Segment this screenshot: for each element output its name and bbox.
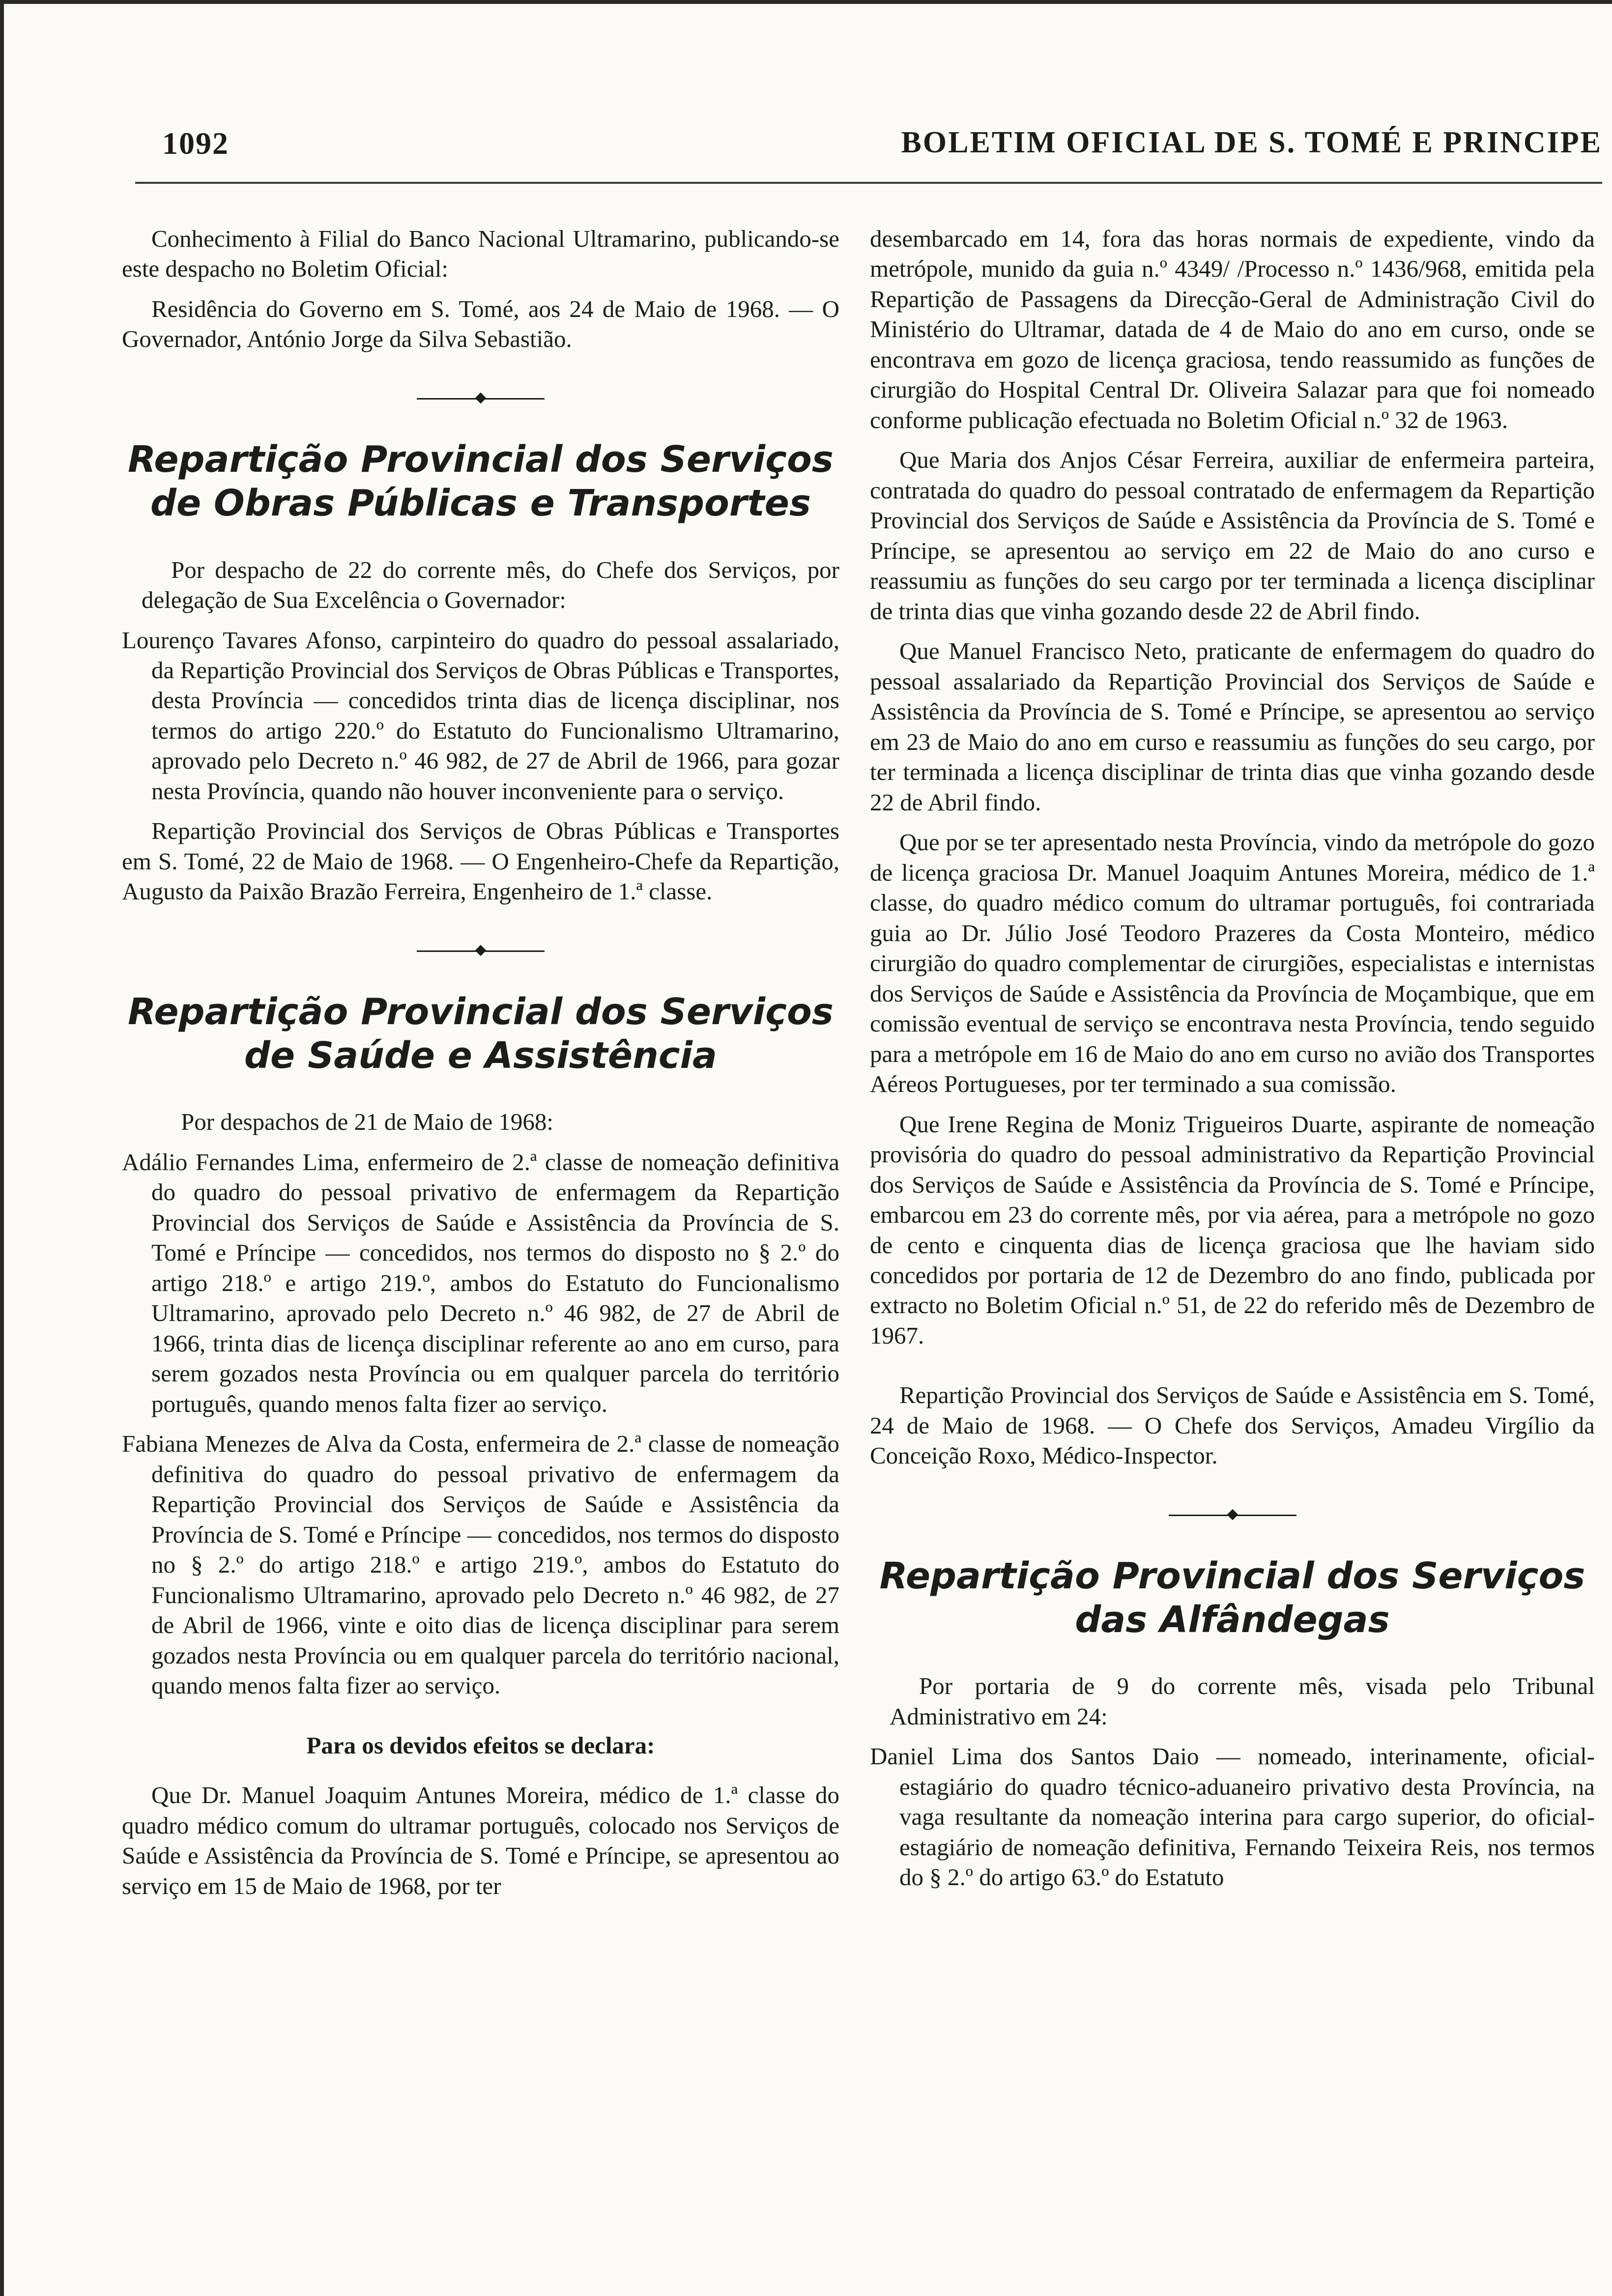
page-left-border: [0, 0, 4, 2296]
section-divider: [122, 389, 839, 408]
paragraph: Adálio Fernandes Lima, enfermeiro de 2.ª classe de nomeação definitiva do quadro do pessoal privativo de enfermagem da Repartição Provincial dos Serviços de Saúde e Assistência da Província de S. Tomé e Príncipe — concedidos, nos termos do disposto no § 2.º do artigo 218.º e artigo 219.º, ambos do Estatuto do Funcionalismo Ultramarino, aprovado pelo Decreto n.º 46 982, de 27 de Abril de 1966, trinta dias de licença disciplinar referente ao ano em curso, para serem gozados nesta Província ou em qualquer parcela do território português, quando menos falta fizer ao serviço.: [122, 1148, 839, 1417]
page-header: [162, 125, 1602, 165]
section-divider: [870, 1505, 1595, 1525]
page-top-border: [0, 0, 1612, 4]
heading-line: de Obras Públicas e Transportes: [150, 482, 811, 524]
section-heading-alfandegas: [870, 1554, 1595, 1642]
section-heading-obras-publicas: [122, 438, 839, 525]
signature-paragraph: Repartição Provincial dos Serviços de Obras Públicas e Transportes em S. Tomé, 22 de Maio de 1968. — O Engenheiro-Chefe da Repartição, Augusto da Paixão Brazão Ferreira, Engenheiro de 1.ª classe.: [122, 817, 839, 905]
section-divider: [122, 941, 839, 961]
paragraph: Fabiana Menezes de Alva da Costa, enfermeira de 2.ª classe de nomeação definitiva do quadro do pessoal privativo de enfermagem da Repartição Provincial dos Serviços de Saúde e Assistência da Província de S. Tomé e Príncipe — concedidos, nos termos do disposto no § 2.º do artigo 218.º e artigo 219.º, ambos do Estatuto do Funcionalismo Ultramarino, aprovado pelo Decreto n.º 46 982, de 27 de Abril de 1966, vinte e oito dias de licença disciplinar para serem gozados nesta Província ou em qualquer parcela do território nacional, quando menos falta fizer ao serviço.: [122, 1430, 839, 1699]
paragraph: Por despacho de 22 do corrente mês, do Chefe dos Serviços, por delegação de Sua Excelência o Governador:: [142, 556, 839, 614]
paragraph: Conhecimento à Filial do Banco Nacional Ultramarino, publicando-se este despacho no Boletim Oficial:: [122, 225, 839, 283]
section-heading-saude: [122, 990, 839, 1078]
paragraph: Por portaria de 9 do corrente mês, visada pelo Tribunal Administrativo em 24:: [890, 1672, 1595, 1730]
header-rule: [135, 182, 1602, 184]
heading-line: Repartição Provincial dos Serviços: [879, 1554, 1585, 1597]
running-title: BOLETIM OFICIAL DE S. TOMÉ E PRINCIPE: [901, 126, 1602, 159]
paragraph: Que Maria dos Anjos César Ferreira, auxiliar de enfermeira parteira, contratada do quadro do pessoal contratado de enfermagem da Repartição Provincial dos Serviços de Saúde e Assistência da Província de S. Tomé e Príncipe, se apresentou ao serviço em 22 de Maio do ano curso e reassumiu as funções do seu cargo por ter terminada a licença disciplinar de trinta dias que vinha gozando desde 22 de Abril findo.: [870, 446, 1595, 625]
paragraph: Que Irene Regina de Moniz Trigueiros Duarte, aspirante de nomeação provisória do quadro do pessoal administrativo da Repartição Provincial dos Serviços de Saúde e Assistência da Província de S. Tomé e Príncipe, embarcou em 23 do corrente mês, por via aérea, para a metrópole no gozo de cento e cinquenta dias de licença graciosa que lhe haviam sido concedidos por portaria de 12 de Dezembro do ano findo, publicada por extracto no Boletim Oficial n.º 51, de 22 do referido mês de Dezembro de 1967.: [870, 1110, 1595, 1349]
paragraph: Daniel Lima dos Santos Daio — nomeado, interinamente, oficial-estagiário do quadro técnico-aduaneiro privativo desta Província, na vaga resultante da nomeação interina para cargo superior, do oficial-estagiário de nomeação definitiva, Fernando Teixeira Reis, nos termos do § 2.º do artigo 63.º do Estatuto: [870, 1743, 1595, 1891]
paragraph: Por despachos de 21 de Maio de 1968:: [181, 1108, 553, 1136]
paragraph: Que por se ter apresentado nesta Província, vindo da metrópole do gozo de licença graciosa Dr. Manuel Joaquim Antunes Moreira, médico de 1.ª classe, do quadro médico comum do ultramar português, foi contrariada guia ao Dr. Júlio José Teodoro Prazeres da Costa Monteiro, médico cirurgião do quadro complementar de cirurgiões, especialistas e internistas dos Serviços de Saúde e Assistência da Província de Moçambique, que em comissão eventual de serviço se encontrava nesta Província, tendo seguido para a metrópole em 16 de Maio do ano em curso no avião dos Transportes Aéreos Portugueses, por ter terminado a sua comissão.: [870, 829, 1595, 1098]
heading-line: Repartição Provincial dos Serviços: [128, 990, 834, 1033]
heading-line: Repartição Provincial dos Serviços: [128, 438, 834, 481]
page-number: 1092: [162, 126, 229, 161]
signature-paragraph: Repartição Provincial dos Serviços de Saúde e Assistência em S. Tomé, 24 de Maio de 1968. — O Chefe dos Serviços, Amadeu Virgílio da Conceição Roxo, Médico-Inspector.: [870, 1381, 1595, 1469]
subheading: Para os devidos efeitos se declara:: [306, 1731, 655, 1759]
paragraph: Residência do Governo em S. Tomé, aos 24 de Maio de 1968. — O Governador, António Jorge da Silva Sebastião.: [122, 295, 839, 353]
right-column: [870, 224, 1595, 1902]
paragraph: Que Dr. Manuel Joaquim Antunes Moreira, médico de 1.ª classe do quadro médico comum do ultramar português, colocado nos Serviços de Saúde e Assistência da Província de S. Tomé e Príncipe, se apresentou ao serviço em 15 de Maio de 1968, por ter: [122, 1781, 839, 1899]
paragraph: Que Manuel Francisco Neto, praticante de enfermagem do quadro do pessoal assalariado da Repartição Provincial dos Serviços de Saúde e Assistência da Província de S. Tomé e Príncipe, se apresentou ao serviço em 23 de Maio do ano em curso e reassumiu as funções do seu cargo, por ter terminada a licença disciplinar de trinta dias que vinha gozando desde 22 de Abril findo.: [870, 637, 1595, 816]
paragraph: desembarcado em 14, fora das horas normais de expediente, vindo da metrópole, munido da guia n.º 4349/ /Processo n.º 1436/968, emitida pela Repartição de Passagens da Direcção-Geral de Administração Civil do Ministério do Ultramar, datada de 4 de Maio do ano em curso, onde se encontrava em gozo de licença graciosa, tendo reassumido as funções de cirurgião do Hospital Central Dr. Oliveira Salazar para que foi nomeado conforme publicação efectuada no Boletim Oficial n.º 32 de 1963.: [870, 225, 1595, 433]
paragraph: Lourenço Tavares Afonso, carpinteiro do quadro do pessoal assalariado, da Repartição Provincial dos Serviços de Obras Públicas e Transportes, desta Província — concedidos trinta dias de licença disciplinar, nos termos do artigo 220.º do Estatuto do Funcionalismo Ultramarino, aprovado pelo Decreto n.º 46 982, de 27 de Abril de 1966, para gozar nesta Província, quando não houver inconveniente para o serviço.: [122, 626, 839, 804]
left-column: [122, 224, 839, 1911]
heading-line: das Alfândegas: [1075, 1598, 1390, 1641]
heading-line: de Saúde e Assistência: [244, 1034, 717, 1077]
